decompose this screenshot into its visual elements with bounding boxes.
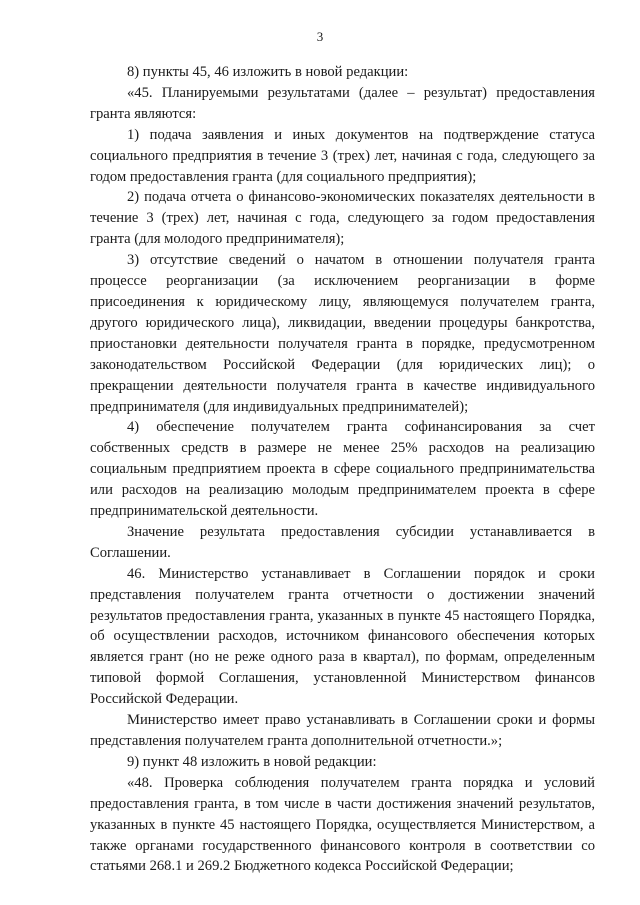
paragraph-clause-46: 46. Министерство устанавливает в Соглашении порядок и сроки представления получателем гранта отчетности о достижении значений результатов предоставления гранта, указанных в пункте 45 настоящего Порядка, об осуществлении расходов, источником финансового обеспечения которых является грант (но не реже одного раза в квартал), по формам, определенным типовой формой Соглашения, установленной Министерством финансов Российской Федерации. (90, 565, 595, 708)
paragraph-result-3: 3) отсутствие сведений о начатом в отношении получателя гранта процессе реорганизации (за исключением реорганизации в форме присоединения к юридическому лицу, являющемуся получателем гранта, другого юридического лица), ликвидации, введении процедуры банкротства, приостановки деятельности получателя гранта в порядке, предусмотренном законодательством Российской Федерации (для юридических лиц); о прекращении деятельности получателя гранта в качестве индивидуального предпринимателя (для индивидуальных предпринимателей); (90, 252, 595, 415)
paragraph-result-4: 4) обеспечение получателем гранта софинансирования за счет собственных средств в размере не менее 25% расходов на реализацию социальным предприятием проекта в сфере социального предпринимательства или расходов на реализацию молодым предпринимателем проекта в сфере предпринимательской деятельности. (90, 419, 595, 520)
paragraph-result-2: 2) подача отчета о финансово-экономических показателях деятельности в течение 3 (трех) лет, начиная с года, следующего за годом предоставления гранта (для молодого предпринимателя); (90, 189, 595, 248)
document-body (90, 62, 595, 877)
paragraph-result-value: Значение результата предоставления субсидии устанавливается в Соглашении. (90, 523, 595, 561)
paragraph-clause-45-intro: «45. Планируемыми результатами (далее – результат) предоставления гранта являются: (90, 84, 595, 122)
paragraph-clause-48: «48. Проверка соблюдения получателем гранта порядка и условий предоставления гранта, в том числе в части достижения значений результатов, указанных в пункте 45 настоящего Порядка, осуществляется Министерством, а также органами государственного финансового контроля в соответствии со статьями 268.1 и 269.2 Бюджетного кодекса Российской Федерации; (90, 774, 595, 875)
paragraph-item-9: 9) пункт 48 изложить в новой редакции: (127, 753, 377, 770)
paragraph-result-1: 1) подача заявления и иных документов на подтверждение статуса социального предприятия в течение 3 (трех) лет, начиная с года, следующего за годом предоставления гранта (для социального предприятия); (90, 126, 595, 185)
paragraph-ministry-right: Министерство имеет право устанавливать в Соглашении сроки и формы представления получателем гранта дополнительной отчетности.»; (90, 712, 595, 749)
page-number: 3 (316, 29, 324, 44)
paragraph-item-8: 8) пункты 45, 46 изложить в новой редакции: (127, 64, 409, 80)
